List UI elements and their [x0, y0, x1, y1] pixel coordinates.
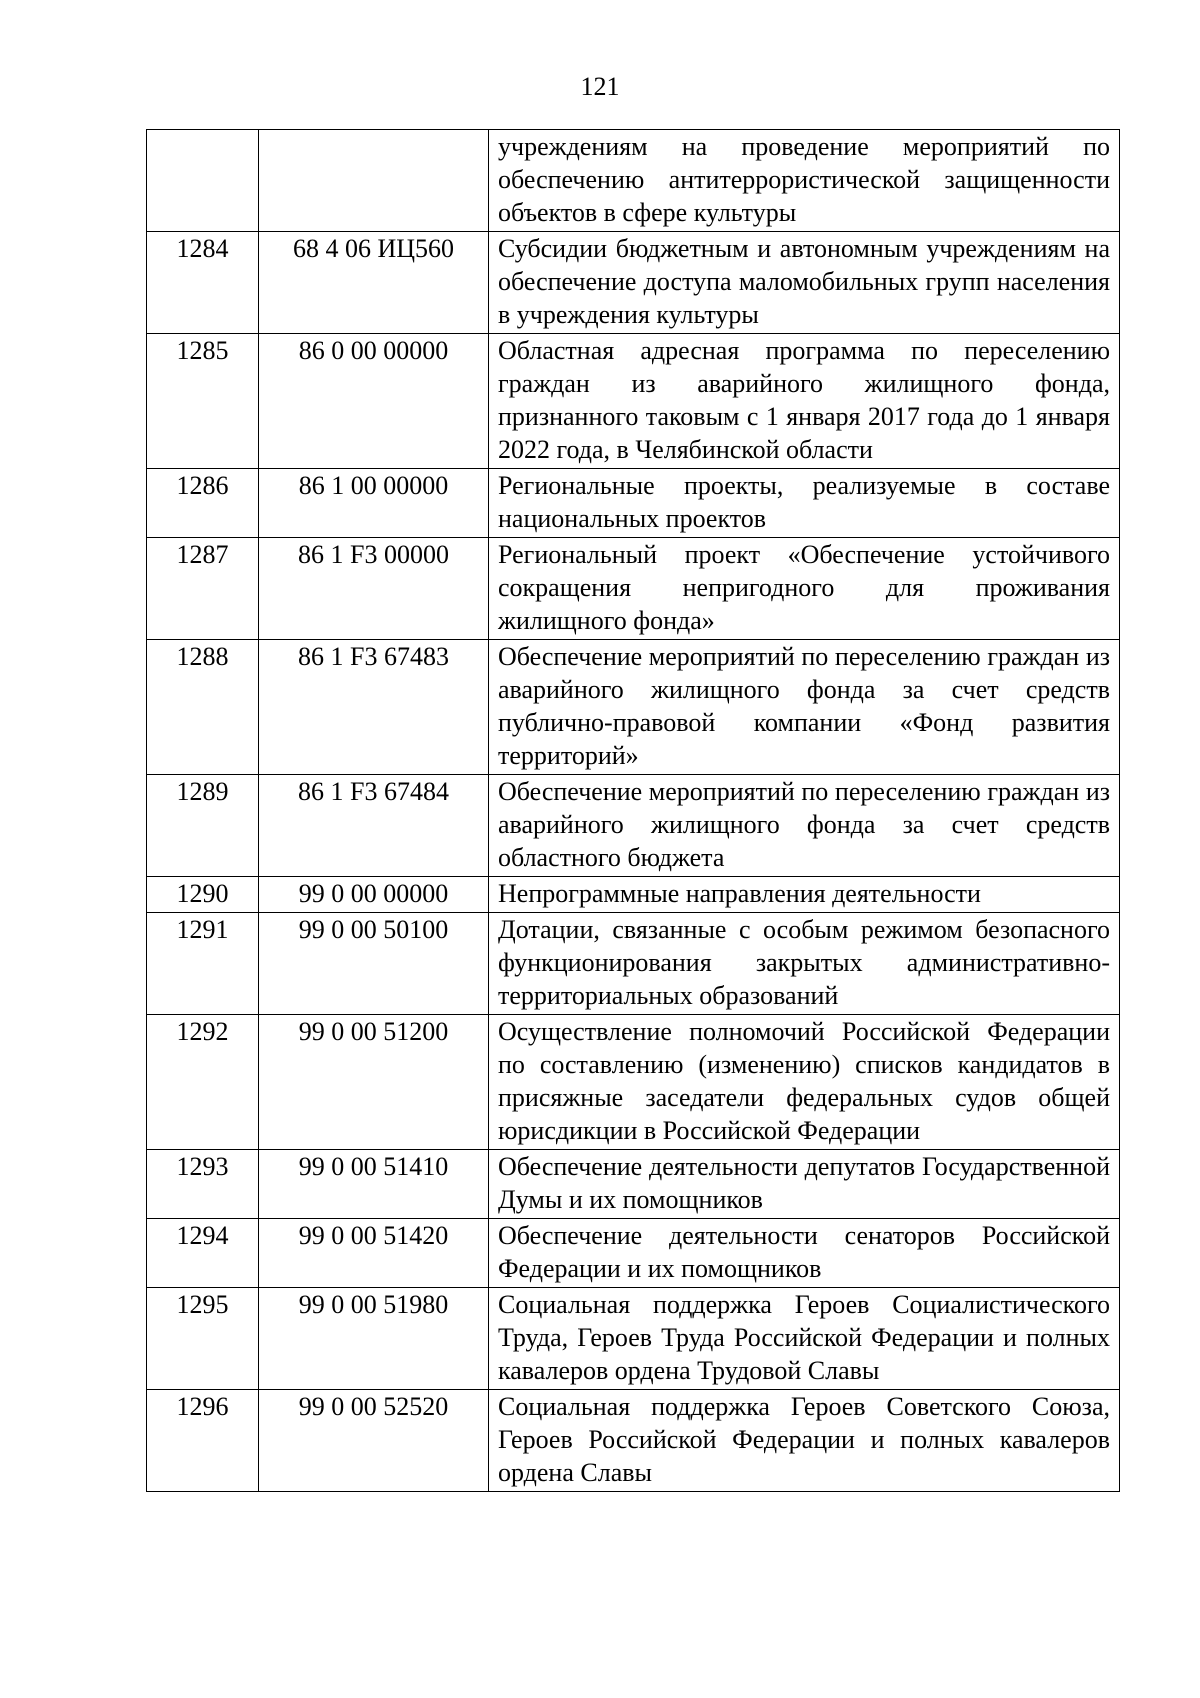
- target-item-code: 86 1 F3 67483: [259, 640, 489, 775]
- target-item-code: 86 1 00 00000: [259, 469, 489, 538]
- target-item-code: 99 0 00 52520: [259, 1390, 489, 1492]
- target-item-description: Областная адресная программа по переселению граждан из аварийного жилищного фонда, признанного таковым с 1 января 2017 года до 1 января 2022 года, в Челябинской области: [489, 334, 1120, 469]
- target-item-description: Обеспечение деятельности депутатов Государственной Думы и их помощников: [489, 1150, 1120, 1219]
- budget-classification-table: [146, 129, 1120, 1492]
- row-number: 1288: [147, 640, 259, 775]
- row-number: 1294: [147, 1219, 259, 1288]
- target-item-description: Обеспечение мероприятий по переселению граждан из аварийного жилищного фонда за счет средств публично-правовой компании «Фонд развития территорий»: [489, 640, 1120, 775]
- table-row: [147, 1015, 1120, 1150]
- row-number: 1293: [147, 1150, 259, 1219]
- row-number: 1291: [147, 913, 259, 1015]
- target-item-description: Непрограммные направления деятельности: [489, 877, 1120, 913]
- table-row: [147, 877, 1120, 913]
- row-number: 1292: [147, 1015, 259, 1150]
- table-row: [147, 1390, 1120, 1492]
- target-item-description: Обеспечение мероприятий по переселению граждан из аварийного жилищного фонда за счет средств областного бюджета: [489, 775, 1120, 877]
- row-number: [147, 130, 259, 232]
- target-item-description: Региональный проект «Обеспечение устойчивого сокращения непригодного для проживания жилищного фонда»: [489, 538, 1120, 640]
- target-item-code: [259, 130, 489, 232]
- table-row: [147, 1150, 1120, 1219]
- page-number: 121: [580, 72, 620, 101]
- target-item-description: Социальная поддержка Героев Социалистического Труда, Героев Труда Российской Федерации и полных кавалеров ордена Трудовой Славы: [489, 1288, 1120, 1390]
- target-item-code: 86 0 00 00000: [259, 334, 489, 469]
- row-number: 1284: [147, 232, 259, 334]
- row-number: 1296: [147, 1390, 259, 1492]
- row-number: 1285: [147, 334, 259, 469]
- table-row: [147, 1288, 1120, 1390]
- row-number: 1289: [147, 775, 259, 877]
- row-number: 1295: [147, 1288, 259, 1390]
- table-row: [147, 913, 1120, 1015]
- table-row: [147, 775, 1120, 877]
- target-item-code: 99 0 00 51410: [259, 1150, 489, 1219]
- table-row: [147, 1219, 1120, 1288]
- target-item-code: 99 0 00 51420: [259, 1219, 489, 1288]
- table-row: [147, 640, 1120, 775]
- target-item-description: Обеспечение деятельности сенаторов Российской Федерации и их помощников: [489, 1219, 1120, 1288]
- target-item-code: 86 1 F3 00000: [259, 538, 489, 640]
- target-item-description: учреждениям на проведение мероприятий по обеспечению антитеррористической защищенности объектов в сфере культуры: [489, 130, 1120, 232]
- target-item-description: Региональные проекты, реализуемые в составе национальных проектов: [489, 469, 1120, 538]
- table-row: [147, 130, 1120, 232]
- target-item-code: 68 4 06 ИЦ560: [259, 232, 489, 334]
- row-number: 1286: [147, 469, 259, 538]
- table-row: [147, 469, 1120, 538]
- target-item-description: Социальная поддержка Героев Советского Союза, Героев Российской Федерации и полных кавалеров ордена Славы: [489, 1390, 1120, 1492]
- table-row: [147, 334, 1120, 469]
- target-item-description: Субсидии бюджетным и автономным учреждениям на обеспечение доступа маломобильных групп населения в учреждения культуры: [489, 232, 1120, 334]
- target-item-code: 86 1 F3 67484: [259, 775, 489, 877]
- target-item-description: Осуществление полномочий Российской Федерации по составлению (изменению) списков кандидатов в присяжные заседатели федеральных судов общей юрисдикции в Российской Федерации: [489, 1015, 1120, 1150]
- table-row: [147, 232, 1120, 334]
- target-item-code: 99 0 00 00000: [259, 877, 489, 913]
- table-row: [147, 538, 1120, 640]
- row-number: 1290: [147, 877, 259, 913]
- target-item-code: 99 0 00 51200: [259, 1015, 489, 1150]
- target-item-description: Дотации, связанные с особым режимом безопасного функционирования закрытых административно-территориальных образований: [489, 913, 1120, 1015]
- row-number: 1287: [147, 538, 259, 640]
- target-item-code: 99 0 00 50100: [259, 913, 489, 1015]
- target-item-code: 99 0 00 51980: [259, 1288, 489, 1390]
